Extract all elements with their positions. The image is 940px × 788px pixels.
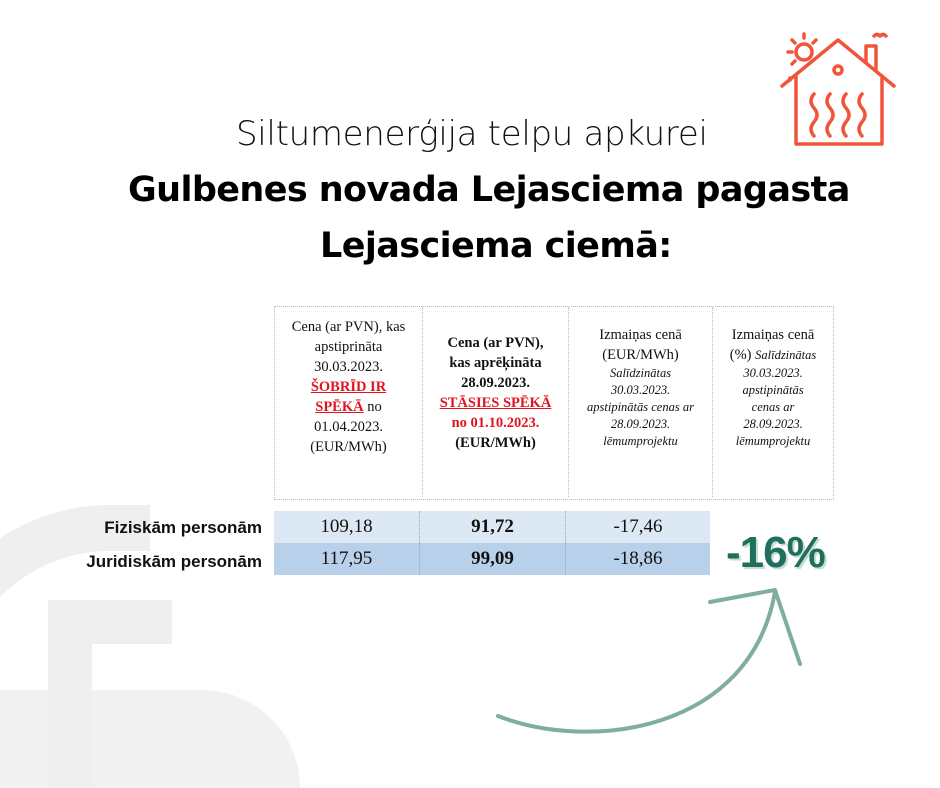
header-text: Cena (ar PVN), [447,335,544,351]
header-text: kas aprēķināta [449,355,542,371]
header-highlight: no 01.10.2023. [451,415,540,431]
header-text: Izmaiņas cenā [599,327,682,343]
percent-change-label: -16% [726,528,825,577]
header-note: lēmumprojektu [735,434,811,448]
header-highlight: STĀSIES SPĒKĀ [439,395,552,411]
table-row [274,543,710,575]
header-note: 28.09.2023. [610,417,671,431]
header-current-price [275,307,423,497]
page-subtitle: Siltumenerģija telpu apkurei [236,114,708,154]
header-text: apstiprināta [314,339,383,355]
header-note: lēmumprojektu [603,434,678,448]
page-title-line1: Gulbenes novada Lejasciema pagasta [128,170,850,210]
row-label: Juridiskām personām [86,552,262,571]
table-row [274,511,710,543]
row-label: Fiziskām personām [104,518,262,537]
new-price-cell: 99,09 [420,543,566,575]
header-text: (%) [729,347,752,363]
header-text: (EUR/MWh) [310,439,387,455]
header-text: (EUR/MWh) [602,347,679,363]
header-highlight: SPĒKĀ [315,399,364,415]
current-price-cell: 117,95 [274,543,420,575]
header-text: 01.04.2023. [314,419,383,435]
header-text: (EUR/MWh) [455,435,536,451]
page-title-line2: Lejasciema ciemā: [320,226,672,266]
header-change-percent [713,307,833,497]
header-note: Salīdzinātas [609,366,672,380]
header-text: no [367,399,382,415]
header-highlight: ŠOBRĪD IR [310,379,387,395]
header-change-eur [569,307,713,497]
change-cell: -17,46 [613,516,663,537]
header-text: 28.09.2023. [461,375,530,391]
header-new-price [423,307,569,497]
header-note: 28.09.2023. [743,417,803,431]
background-block [48,600,92,788]
header-note: apstipinātās cenas ar [587,400,694,414]
header-text: 30.03.2023. [314,359,383,375]
new-price-cell: 91,72 [420,511,566,543]
price-table-header [274,306,834,500]
header-note: cenas ar [751,400,795,414]
header-note: Salīdzinātas [755,348,817,362]
header-text: Izmaiņas cenā [731,327,815,343]
background-block [92,600,172,644]
header-note: 30.03.2023. [610,383,671,397]
house-heat-icon [778,26,898,150]
change-cell: -18,86 [613,548,663,569]
header-text: Cena (ar PVN), kas [291,319,406,335]
header-note: apstipinātās [742,383,804,397]
header-note: 30.03.2023. [743,366,803,380]
current-price-cell: 109,18 [274,511,420,543]
curved-arrow-icon [490,582,820,752]
